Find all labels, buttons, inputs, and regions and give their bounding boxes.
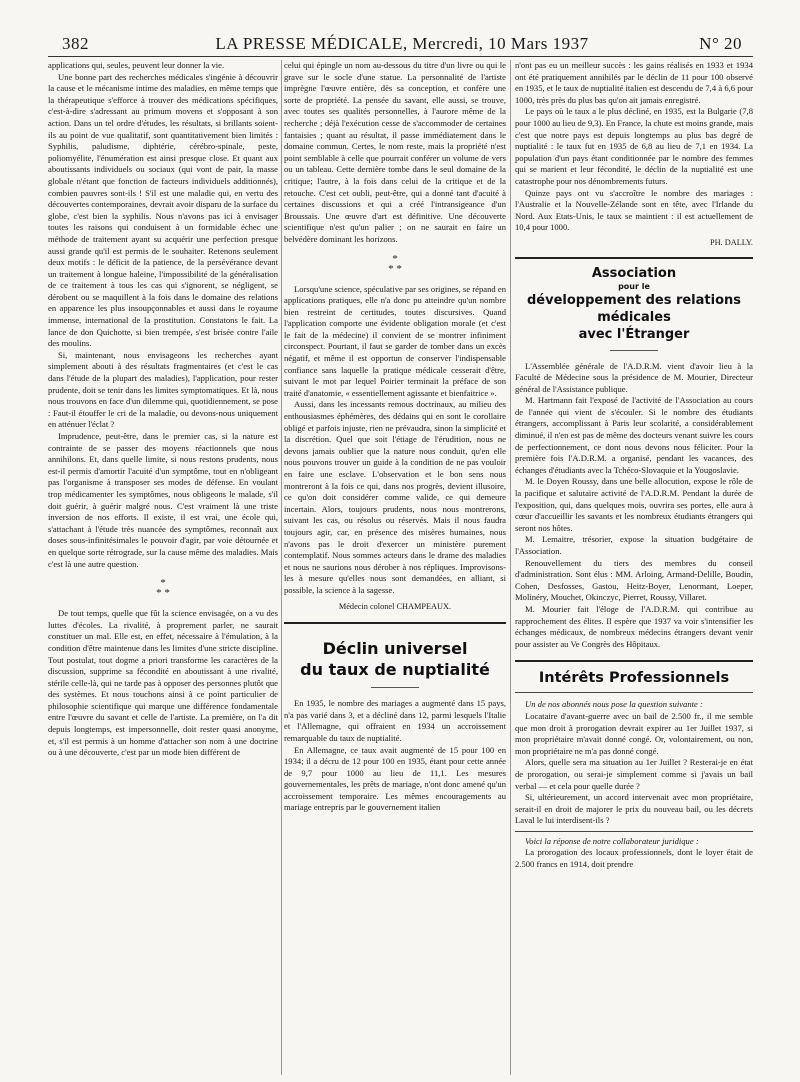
article-title-line: du taux de nuptialité — [300, 660, 490, 680]
paragraph: Si, maintenant, nous envisageons les recherches ayant simplement abouti à des résultats fragmentaires (et c'est le cas dans l'étude de la plupart des maladies), l'application, pour rester prudente, doit se tenir dans les limites symptomatiques. Et là, nous nous trouvons en face d'un dilemme qui, quotidiennement, se pose : Faut-il étouffer le cri de la maladie, ou devons-nous uniquement en atténuer l'éclat ? — [48, 349, 278, 430]
title-line: développement des relations médicales — [526, 292, 742, 325]
paragraph: L'Assemblée générale de l'A.D.R.M. vient d'avoir lieu à la Faculté de Médecine sous la présidence de M. Mourier, Directeur général de l'Assistance publique. — [515, 360, 753, 394]
article-title — [284, 638, 506, 680]
article-title-line: Déclin universel — [322, 639, 468, 659]
paragraph: Imprudence, peut-être, dans le premier cas, si la nature est contrainte de se passer des moyens réactionnels que nous annihilons. Et, dans quelle limite, si nous restons prudents, nous est-il permis d'amortir l'acuité d'un symptôme, tout en n'obligeant pas l'organisme à transposer ses modes de défense. En voulant trop médicamenter les symptômes, nous obligeons le malade, s'il doit guérir, à guérir malgré nous. C'est vraiment là une triste inversion de nos efforts. Il existe, il est vrai, une école qui, s'attachant à l'étude très nuancée des symptômes, reconnaît aux doses sous-infinitésimales le pouvoir d'agir, par voie détournée et en quelque sorte rétrograde, sur la cause même des maladies. Mais c'est là une autre question. — [48, 431, 278, 569]
author-signature: Médecin colonel CHAMPEAUX. — [338, 601, 452, 611]
paragraph: M. le Doyen Roussy, dans une belle allocution, expose le rôle de la pacifique et salutaire activité de l'A.D.R.M. Pendant la durée de l'exposition, qui, dans quelques mois, ouvrira ses portes, elle aura à cœur d'accueillir les savants et les nombreux étudiants étrangers qui seront nos hôtes. — [515, 476, 753, 533]
paragraph: Si, ultérieurement, un accord intervenait avec mon propriétaire, serait-il en droit de majorer le prix du nouveau bail, ou les décrets Laval le lui interdisent-ils ? — [515, 792, 753, 826]
column-2 — [284, 60, 506, 814]
article-top-rule — [284, 622, 506, 624]
paragraph: Une bonne part des recherches médicales s'ingénie à découvrir la cause et le mécanisme intime des maladies, en même temps que la thérapeutique s'efforce à trouver des médications spécifiques, c'est-à-dire s'adressant au primum movens et s'opposant à son action. Dans un tel ordre d'études, les résultats, si brillants soient-ils au point de vue qualitatif, sont quantitativement bien limités : Syphilis, paludisme, diphtérie, cérébro-spinale, peste, poliomyélite, l'énumération est ainsi presque close. Et quant aux aboutissants individuels ou sociaux (qui vont de pair, la masse globale n'étant que fonction de facteurs individuels additionnés), combien pauvres sont-ils ! S'il est une maladie qui, en vertu des découvertes contemporaines, devrait avoir disparu de la surface du globe, c'est bien la syphilis. Nous n'avons pas ici à envisager toutes les raisons qui conduisent à un formidable échec une méthode de traitement ayant su acquérir une perfection presque aussi grande qu'il est permis de le souhaiter. Retenons seulement deux motifs : le déficit de la patience, de la persévérance devant un traitement à longue haleine, l'impossibilité de la généralisation de ce traitement à tous les cas qui s'ignorent, se négligent, se dérobent ou se maquillent à la fois dans le domaine des relations en apparence les plus insoupçonnables et aussi dans le royaume immense, international de la prostitution. Constatons le fait. La lance de don Quichotte, si bien trempée, s'est brisée contre l'aile des moulins. — [48, 71, 278, 349]
paragraph: Aussi, dans les incessants remous doctrinaux, au milieu des enthousiasmes éphémères, des dédains qui en sont le corollaire obligé et parfois injuste, rien ne prévaudra, sinon la simplicité et la discrétion. Quel que soit l'étiage de l'érudition, nous ne devons jamais oublier que la nature nous conduit, qu'en elle nous pouvons trouver un guide à la condition de ne pas vouloir en faire une esclave. L'observation et le bon sens nous montreront à la fois ce qui, dans nos progrès, devient illusoire, ce qu'on doit considérer comme valide, ce qui demeure incertain. Alors, toujours prudents, nous nous montrerons, suivant les cas, ou résolus ou réservés. Mais il nous faudra toujours agir, car, en présence des misères humaines, nous n'avons pas le droit d'exercer un ministère purement contemplatif. Nous sommes acteurs dans le drame des maladies et nous ne saurions nous dérober à nos répliques. Improvisons-les à mesure qu'elles nous sont demandées, en alliant, si possible, la science à la sagesse. — [284, 399, 506, 595]
column-divider — [510, 60, 511, 1075]
article-top-rule — [515, 257, 753, 259]
page-header — [62, 34, 742, 54]
journal-title: LA PRESSE MÉDICALE, Mercredi, 10 Mars 1937 — [215, 34, 589, 53]
title-rule — [371, 687, 419, 688]
column-divider — [281, 60, 282, 1075]
section-title: Intérêts Professionnels — [538, 670, 730, 687]
paragraph: n'ont pas eu un meilleur succès : les gains réalisés en 1933 et 1934 ont été pratiquement annihilés par le déclin de 11 pour 100 observé en 1935, et le taux de nuptialité italien est descendu de 7,4 à 6,6 pour 1000, très près du plus bas qu'on ait jamais enregistré. — [515, 60, 753, 105]
paragraph: Le pays où le taux a le plus décliné, en 1935, est la Bulgarie (7,8 pour 1000 au lieu de 9,3). En France, la chute est moins grande, mais c'est que notre pays est depuis longtemps au plus bas degré de nuptialité : le taux fut en 1935 de 6,8 au lieu de 7,1 en 1934. La population d'un pays étant conditionnée par le nombre des femmes qui se marient et leur fécondité, le déclin de la nuptialité est une catastrophe pour nos dénombrements futurs. — [515, 106, 753, 186]
title-rule — [515, 692, 753, 693]
title-rule — [610, 350, 658, 351]
paragraph: En 1935, le nombre des mariages a augmenté dans 15 pays, n'a pas varié dans 3, et a décliné dans 12, parmi lesquels l'Italie et l'Allemagne, qui offraient en 1934 un accroissement remarquable du taux de nuptialité. — [284, 698, 506, 743]
question-intro: Un de nos abonnés nous pose la question suivante : — [525, 699, 703, 710]
paragraph: En Allemagne, ce taux avait augmenté de 15 pour 100 en 1934; il a décru de 12 pour 100 en 1935, étant pour cette année de 9,7 pour 1000 au lieu de 11,1. Les mesures gouvernementales, les prêts de mariage, n'ont donc amené qu'un accroissement temporaire. Les mêmes encouragements au mariage entrepris par le gouvernement italien — [284, 744, 506, 813]
paragraph: applications qui, seules, peuvent leur donner la vie. — [48, 60, 225, 70]
paragraph: Alors, quelle sera ma situation au 1er Juillet ? Resterai-je en état de prorogation, ou serai-je simplement comme si j'avais un bail verbal — et cela pour quelle durée ? — [515, 757, 753, 791]
paragraph: Lorsqu'une science, spéculative par ses origines, se répand en applications pratiques, elle n'a donc pu atteindre qu'un nombre bien restreint de certitudes, toutes discursives. Quand l'application comporte une évidente obligation morale (et c'est le fait de la médecine) il convient de se montrer infiniment circonspect. Pourtant, il faut se garder de tomber dans un excès négatif, et même il est opportun de conserver l'indispensable confiance sans laquelle la pratique médicale cesserait d'être, suivant le mot par lequel Poirier terminait la préface de son traité d'anatomie, « essentiellement agissante et bienfaitrice ». — [284, 283, 506, 398]
paragraph: Renouvellement du tiers des membres du conseil d'administration. Sont élus : MM. Arloing, Armand-Delille, Boudin, Cohen, Desfosses, Gastou, Heitz-Boyer, Lenormant, Loeper, Molinéry, Mouchet, Okinczyc, Pierret, Roussy, Villaret. — [515, 557, 753, 603]
paragraph: Quinze pays ont vu s'accroître le nombre des mariages : l'Australie et la Nouvelle-Zélande sont en tête, avec l'Irlande du Nord. Aux Etats-Unis, le taux se maintient : il est actuellement de 10,4 pour 1000. — [515, 187, 753, 233]
paragraph: De tout temps, quelle que fût la science envisagée, on a vu des luttes d'écoles. La rivalité, à proprement parler, ne saurait constituer un mal. Elle est, en effet, nécessaire à l'émulation, à la condition d'être maintenue dans les limites d'une stricte discipline. Tout postulat, tout dogme a priori transforme les caractères de la discussion, supprime sa fécondité en aboutissant à une rivalité, stérile celle-là, qui ne tarde pas à opposer des personnes plutôt que des systèmes. Et nous touchons ainsi à ce point particulier de philosophie scientifique qui marque une différence fondamentale entre l'œuvre du savant et celle de l'artiste. La première, on l'a dit depuis longtemps, est impersonnelle, doit rester quasi anonyme, et, s'il est permis à un homme d'attacher son nom à une doctrine ou à une découverte, c'est par un mode bien différent de — [48, 608, 278, 758]
paragraph: M. Lemaitre, trésorier, expose la situation budgétaire de l'Association. — [515, 534, 753, 556]
issue-number: N° 20 — [699, 34, 742, 53]
paragraph: M. Mourier fait l'éloge de l'A.D.R.M. qui contribue au rapprochement des élites. Il espère que 1937 va voir s'intensifier les échanges médicaux, de nombreux médecins étrangers devant venir pour assister au Ve Congrès des Hôpitaux. — [515, 603, 753, 649]
page-number: 382 — [62, 34, 89, 53]
section-separator: * * * — [388, 252, 402, 275]
paragraph: La prorogation des locaux professionnels, dont le loyer était de 2.500 francs en 1914, doit prendre — [515, 847, 753, 870]
paragraph: Locataire d'avant-guerre avec un bail de 2.500 fr., il me semble que mon droit à prorogation devrait expirer au 1er Juillet 1937, si mon propriétaire m'avait donné congé. Or, volontairement, ou non, mon propriétaire ne m'a pas donné congé. — [515, 710, 753, 756]
title-line: Association — [591, 265, 677, 281]
header-rule — [48, 56, 753, 57]
author-signature: PH. DALLY. — [709, 237, 753, 247]
column-3 — [515, 60, 753, 871]
article-top-rule — [515, 660, 753, 662]
section-rule — [515, 831, 753, 832]
column-1 — [48, 60, 278, 759]
paragraph: M. Hartmann fait l'exposé de l'activité de l'Association au cours de l'année qui vient de s'écouler. Si le nombre des étudiants étrangers, accomplissant à Paris leur scolarité, a considérablement diminué, il n'en est pas de même des docteurs venant suivre les cours de perfectionnement, ce dont nous devons nous féliciter. Pour la première fois l'A.D.R.M. a organisé, pendant les vacances, des échanges d'étudiants avec la Tchéco-Slovaquie et la Yougoslavie. — [515, 395, 753, 475]
paragraph: celui qui épingle un nom au-dessous du titre d'un livre ou qui le grave sur le socle d'une statue. La personnalité de l'artiste imprègne l'œuvre entière, dès sa conception, et confère une sorte de propriété. La pensée du savant, elle aussi, se trouve, avec toutes ses qualités personnelles, à l'aurore même de la recherche ; déjà l'exécution cesse de s'accommoder de certaines fantaisies ; quant au résultat, il passe immédiatement dans le domaine commun. Certes, le nom reste, mais la propriété n'est point semblable à celle que pourrait conférer un volume de vers ou un tableau. Cette dernière tombe dans le seul domaine de la critique; l'autre, à la fois dans celui de la critique et de la retouche. C'est cet oubli, peut-être, qui a donné tant d'acuité à certaines discussions et qui a créé l'intransigeance d'un Broussais. Une œuvre d'art est définitive. Une découverte scientifique n'est qu'un palier ; on ne saurait en faire un belvédère dominant les horizons. — [284, 60, 506, 244]
association-title — [515, 265, 753, 343]
title-line: pour le — [618, 281, 650, 291]
title-line: avec l'Étranger — [578, 326, 690, 342]
answer-intro: Voici la réponse de notre collaborateur juridique : — [525, 835, 699, 846]
section-separator: * * * — [156, 577, 170, 600]
